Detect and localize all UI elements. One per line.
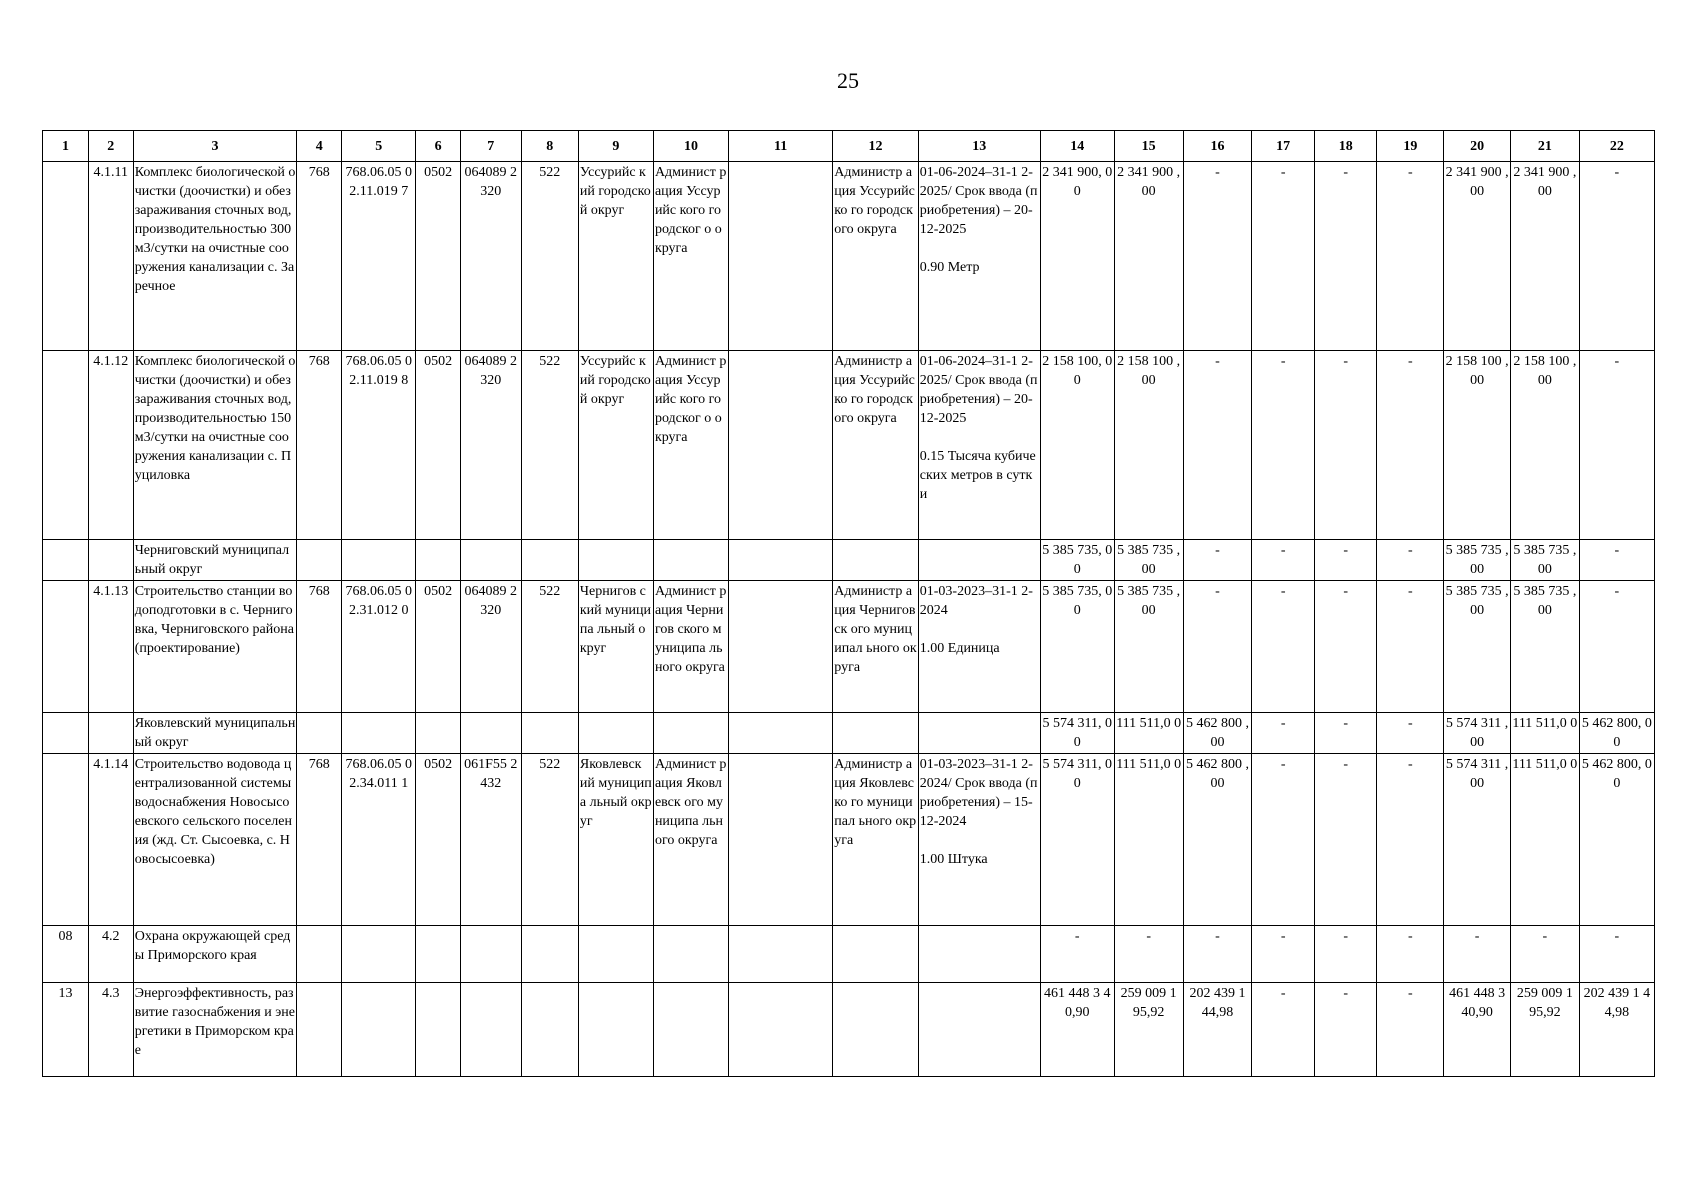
table-row <box>43 162 1655 351</box>
table-cell-col-4 <box>297 713 342 754</box>
table-cell-col-9: Уссурийс кий городской округ <box>578 351 653 540</box>
table-cell-col-8: 522 <box>521 581 578 713</box>
table-cell-col-17: - <box>1252 926 1315 983</box>
header-cell: 4 <box>297 131 342 162</box>
table-cell-col-7 <box>461 540 521 581</box>
table-cell-col-8 <box>521 713 578 754</box>
table-cell-col-13 <box>918 540 1040 581</box>
capacity-text: 1.00 Штука <box>919 852 988 867</box>
table-cell-col-19: - <box>1377 162 1444 351</box>
table-cell-col-20: 5 574 311 ,00 <box>1444 754 1511 926</box>
table-cell-col-13 <box>918 581 1040 713</box>
table-cell-col-8: 522 <box>521 162 578 351</box>
header-cell: 3 <box>133 131 297 162</box>
table-cell-col-1 <box>43 162 89 351</box>
table-cell-col-21: 259 009 1 95,92 <box>1510 983 1579 1077</box>
table-row <box>43 540 1655 581</box>
table-cell-col-17: - <box>1252 540 1315 581</box>
table-cell-col-4: 768 <box>297 581 342 713</box>
table-cell-col-11 <box>729 926 833 983</box>
table-cell-col-10: Админист рация Уссурийс кого городског о округа <box>653 351 728 540</box>
table-cell-col-22: - <box>1579 351 1654 540</box>
table-cell-col-16: - <box>1183 162 1252 351</box>
table-cell-col-20: 5 385 735 ,00 <box>1444 581 1511 713</box>
table-cell-col-4 <box>297 540 342 581</box>
table-cell-col-12: Администр ация Яковлевско го муниципал ьного округа <box>833 754 919 926</box>
header-cell: 21 <box>1510 131 1579 162</box>
header-cell: 8 <box>521 131 578 162</box>
table-cell-col-7: 064089 2320 <box>461 581 521 713</box>
table-cell-col-11 <box>729 540 833 581</box>
header-cell: 2 <box>88 131 133 162</box>
table-cell-col-16: - <box>1183 581 1252 713</box>
table-cell-col-1: 08 <box>43 926 89 983</box>
table-cell-col-18: - <box>1314 713 1377 754</box>
table-cell-col-18: - <box>1314 581 1377 713</box>
table-cell-col-1 <box>43 713 89 754</box>
table-cell-col-22: 5 462 800, 00 <box>1579 713 1654 754</box>
table-cell-col-11 <box>729 581 833 713</box>
table-cell-col-4 <box>297 926 342 983</box>
table-row <box>43 713 1655 754</box>
table-cell-col-3: Комплекс биологической очистки (доочистки) и обеззараживания сточных вод, производительностью 150 м3/сутки на очистные сооружения канализации с. Пуциловка <box>133 351 297 540</box>
table-cell-col-5 <box>342 983 416 1077</box>
table-cell-col-12 <box>833 540 919 581</box>
table-cell-col-10 <box>653 926 728 983</box>
table-cell-col-21: 2 158 100 ,00 <box>1510 351 1579 540</box>
table-cell-col-13 <box>918 983 1040 1077</box>
table-cell-col-5 <box>342 926 416 983</box>
table-cell-col-21: - <box>1510 926 1579 983</box>
table-cell-col-8 <box>521 540 578 581</box>
table-cell-col-14: 2 341 900, 00 <box>1040 162 1114 351</box>
table-cell-col-10 <box>653 983 728 1077</box>
table-cell-col-18: - <box>1314 926 1377 983</box>
table-cell-col-5: 768.06.05 02.11.019 8 <box>342 351 416 540</box>
table-row <box>43 581 1655 713</box>
header-cell: 16 <box>1183 131 1252 162</box>
header-cell: 13 <box>918 131 1040 162</box>
table-row <box>43 351 1655 540</box>
table-cell-col-21: 111 511,0 0 <box>1510 754 1579 926</box>
table-cell-col-14: 5 385 735, 00 <box>1040 540 1114 581</box>
table-cell-col-3: Черниговский муниципальный округ <box>133 540 297 581</box>
header-cell: 9 <box>578 131 653 162</box>
table-cell-col-8 <box>521 983 578 1077</box>
table-cell-col-16: 5 462 800 ,00 <box>1183 754 1252 926</box>
header-cell: 5 <box>342 131 416 162</box>
table-cell-col-19: - <box>1377 581 1444 713</box>
table-cell-col-7: 064089 2320 <box>461 351 521 540</box>
table-cell-col-15: 2 158 100 ,00 <box>1114 351 1183 540</box>
table-cell-col-12: Администр ация Уссурийско го городского округа <box>833 351 919 540</box>
table-cell-col-12 <box>833 926 919 983</box>
table-cell-col-14: 2 158 100, 00 <box>1040 351 1114 540</box>
table-cell-col-2: 4.2 <box>88 926 133 983</box>
table-cell-col-5: 768.06.05 02.31.012 0 <box>342 581 416 713</box>
table-cell-col-17: - <box>1252 581 1315 713</box>
table-cell-col-21: 2 341 900 ,00 <box>1510 162 1579 351</box>
table-cell-col-10 <box>653 713 728 754</box>
header-row <box>43 131 1655 162</box>
table-cell-col-18: - <box>1314 983 1377 1077</box>
table-cell-col-20: 5 574 311 ,00 <box>1444 713 1511 754</box>
table-cell-col-13 <box>918 713 1040 754</box>
table-cell-col-20: 2 341 900 ,00 <box>1444 162 1511 351</box>
table-cell-col-22: 202 439 1 44,98 <box>1579 983 1654 1077</box>
table-cell-col-18: - <box>1314 754 1377 926</box>
table-cell-col-22: - <box>1579 926 1654 983</box>
table-cell-col-19: - <box>1377 926 1444 983</box>
table-cell-col-6: 0502 <box>416 351 461 540</box>
header-cell: 11 <box>729 131 833 162</box>
table-cell-col-19: - <box>1377 540 1444 581</box>
capacity-text: 0.15 Тысяча кубических метров в сутки <box>919 449 1036 502</box>
capacity-text: 0.90 Метр <box>919 260 980 275</box>
table-cell-col-11 <box>729 754 833 926</box>
page-number: 25 <box>837 68 859 93</box>
table-cell-col-20: 2 158 100 ,00 <box>1444 351 1511 540</box>
table-cell-col-7: 064089 2320 <box>461 162 521 351</box>
table-row <box>43 983 1655 1077</box>
table-cell-col-15: 111 511,0 0 <box>1114 754 1183 926</box>
table-cell-col-2: 4.1.12 <box>88 351 133 540</box>
table-cell-col-18: - <box>1314 540 1377 581</box>
table-cell-col-4: 768 <box>297 162 342 351</box>
table-cell-col-5 <box>342 540 416 581</box>
table-cell-col-9 <box>578 926 653 983</box>
table-row <box>43 754 1655 926</box>
table-cell-col-16: - <box>1183 926 1252 983</box>
table-cell-col-16: 202 439 1 44,98 <box>1183 983 1252 1077</box>
table-cell-col-3: Яковлевский муниципальный округ <box>133 713 297 754</box>
table-cell-col-3: Комплекс биологической очистки (доочистки) и обеззараживания сточных вод, производительностью 300 м3/сутки на очистные сооружения канализации с. Заречное <box>133 162 297 351</box>
table-cell-col-7: 061F55 2432 <box>461 754 521 926</box>
table-cell-col-6 <box>416 713 461 754</box>
header-cell: 7 <box>461 131 521 162</box>
table-cell-col-10: Админист рация Уссурийс кого городског о округа <box>653 162 728 351</box>
table-cell-col-7 <box>461 713 521 754</box>
table-cell-col-17: - <box>1252 713 1315 754</box>
table-cell-col-20: 5 385 735 ,00 <box>1444 540 1511 581</box>
table-cell-col-1 <box>43 351 89 540</box>
table-cell-col-22: 5 462 800, 00 <box>1579 754 1654 926</box>
deadline-text: 01-06-2024–31-1 2-2025/ Срок ввода (приобретения) – 20-12-2025 <box>919 354 1038 426</box>
table-cell-col-17: - <box>1252 983 1315 1077</box>
table-cell-col-13 <box>918 351 1040 540</box>
header-cell: 14 <box>1040 131 1114 162</box>
table-cell-col-1 <box>43 540 89 581</box>
table-cell-col-21: 111 511,0 0 <box>1510 713 1579 754</box>
table-cell-col-2 <box>88 540 133 581</box>
table-cell-col-6 <box>416 983 461 1077</box>
header-cell: 18 <box>1314 131 1377 162</box>
header-cell: 1 <box>43 131 89 162</box>
table-cell-col-10: Админист рация Чернигов ского муниципа льного округа <box>653 581 728 713</box>
header-cell: 19 <box>1377 131 1444 162</box>
table-cell-col-12 <box>833 713 919 754</box>
table-cell-col-18: - <box>1314 162 1377 351</box>
header-cell: 6 <box>416 131 461 162</box>
deadline-text: 01-03-2023–31-1 2-2024/ Срок ввода (приобретения) – 15-12-2024 <box>919 757 1038 829</box>
capacity-text: 1.00 Единица <box>919 641 1000 656</box>
table-cell-col-2: 4.1.11 <box>88 162 133 351</box>
table-cell-col-4: 768 <box>297 351 342 540</box>
table-cell-col-15: 111 511,0 0 <box>1114 713 1183 754</box>
table-cell-col-20: - <box>1444 926 1511 983</box>
table-cell-col-15: 5 385 735 ,00 <box>1114 581 1183 713</box>
table-cell-col-8 <box>521 926 578 983</box>
table-cell-col-11 <box>729 351 833 540</box>
table-cell-col-12: Администр ация Уссурийско го городского округа <box>833 162 919 351</box>
table-cell-col-14: 5 574 311, 00 <box>1040 713 1114 754</box>
header-cell: 15 <box>1114 131 1183 162</box>
table-cell-col-14: 5 574 311, 00 <box>1040 754 1114 926</box>
table-cell-col-15: 5 385 735 ,00 <box>1114 540 1183 581</box>
table-cell-col-2: 4.3 <box>88 983 133 1077</box>
table-cell-col-9 <box>578 713 653 754</box>
table-cell-col-17: - <box>1252 351 1315 540</box>
table-cell-col-22: - <box>1579 581 1654 713</box>
table-cell-col-2: 4.1.14 <box>88 754 133 926</box>
deadline-text: 01-06-2024–31-1 2-2025/ Срок ввода (приобретения) – 20-12-2025 <box>919 165 1038 237</box>
table-cell-col-15: 259 009 1 95,92 <box>1114 983 1183 1077</box>
table-cell-col-16: 5 462 800 ,00 <box>1183 713 1252 754</box>
table-cell-col-20: 461 448 3 40,90 <box>1444 983 1511 1077</box>
table-cell-col-19: - <box>1377 713 1444 754</box>
table-cell-col-3: Строительство водовода централизованной системы водоснабжения Новосысоевского сельского поселения (жд. Ст. Сысоевка, с. Новосысоевка) <box>133 754 297 926</box>
table-cell-col-8: 522 <box>521 351 578 540</box>
table-cell-col-14: 5 385 735, 00 <box>1040 581 1114 713</box>
deadline-text: 01-03-2023–31-1 2-2024 <box>919 584 1033 618</box>
table-cell-col-5: 768.06.05 02.34.011 1 <box>342 754 416 926</box>
table-cell-col-12: Администр ация Черниговск ого муниципал ьного округа <box>833 581 919 713</box>
table-cell-col-6 <box>416 540 461 581</box>
table-row <box>43 926 1655 983</box>
table-cell-col-8: 522 <box>521 754 578 926</box>
table-cell-col-7 <box>461 926 521 983</box>
table-cell-col-9 <box>578 983 653 1077</box>
table-cell-col-21: 5 385 735 ,00 <box>1510 540 1579 581</box>
table-cell-col-6: 0502 <box>416 754 461 926</box>
table-cell-col-3: Энергоэффективность, развитие газоснабжения и энергетики в Приморском крае <box>133 983 297 1077</box>
table-cell-col-7 <box>461 983 521 1077</box>
table-cell-col-15: 2 341 900 ,00 <box>1114 162 1183 351</box>
table-cell-col-1 <box>43 581 89 713</box>
table-cell-col-11 <box>729 983 833 1077</box>
table-cell-col-13 <box>918 926 1040 983</box>
table-cell-col-6 <box>416 926 461 983</box>
table-cell-col-14: 461 448 3 40,90 <box>1040 983 1114 1077</box>
table-cell-col-16: - <box>1183 351 1252 540</box>
table-cell-col-13 <box>918 754 1040 926</box>
table-cell-col-10: Админист рация Яковлевск ого муниципа льного округа <box>653 754 728 926</box>
table-cell-col-4 <box>297 983 342 1077</box>
table-cell-col-2 <box>88 713 133 754</box>
table-cell-col-21: 5 385 735 ,00 <box>1510 581 1579 713</box>
header-cell: 12 <box>833 131 919 162</box>
table-cell-col-14: - <box>1040 926 1114 983</box>
table-cell-col-1: 13 <box>43 983 89 1077</box>
table-cell-col-1 <box>43 754 89 926</box>
table-cell-col-17: - <box>1252 162 1315 351</box>
table-cell-col-22: - <box>1579 540 1654 581</box>
table-cell-col-22: - <box>1579 162 1654 351</box>
table-cell-col-3: Охрана окружающей среды Приморского края <box>133 926 297 983</box>
header-cell: 20 <box>1444 131 1511 162</box>
header-cell: 10 <box>653 131 728 162</box>
table-cell-col-18: - <box>1314 351 1377 540</box>
table-cell-col-6: 0502 <box>416 162 461 351</box>
table-cell-col-9: Яковлевск ий муниципа льный округ <box>578 754 653 926</box>
table-cell-col-6: 0502 <box>416 581 461 713</box>
table-cell-col-19: - <box>1377 351 1444 540</box>
table-cell-col-11 <box>729 713 833 754</box>
table-cell-col-13 <box>918 162 1040 351</box>
table-cell-col-19: - <box>1377 754 1444 926</box>
table-cell-col-9: Уссурийс кий городской округ <box>578 162 653 351</box>
table-cell-col-16: - <box>1183 540 1252 581</box>
table-cell-col-11 <box>729 162 833 351</box>
table-cell-col-19: - <box>1377 983 1444 1077</box>
table-cell-col-2: 4.1.13 <box>88 581 133 713</box>
table-cell-col-12 <box>833 983 919 1077</box>
table-cell-col-9 <box>578 540 653 581</box>
budget-table <box>42 130 1655 1077</box>
table-cell-col-15: - <box>1114 926 1183 983</box>
header-cell: 22 <box>1579 131 1654 162</box>
table-cell-col-4: 768 <box>297 754 342 926</box>
table-cell-col-3: Строительство станции водоподготовки в с. Черниговка, Черниговского района (проектирование) <box>133 581 297 713</box>
table-cell-col-5 <box>342 713 416 754</box>
table-cell-col-10 <box>653 540 728 581</box>
table-cell-col-9: Чернигов ский муниципа льный округ <box>578 581 653 713</box>
header-cell: 17 <box>1252 131 1315 162</box>
table-cell-col-17: - <box>1252 754 1315 926</box>
table-cell-col-5: 768.06.05 02.11.019 7 <box>342 162 416 351</box>
